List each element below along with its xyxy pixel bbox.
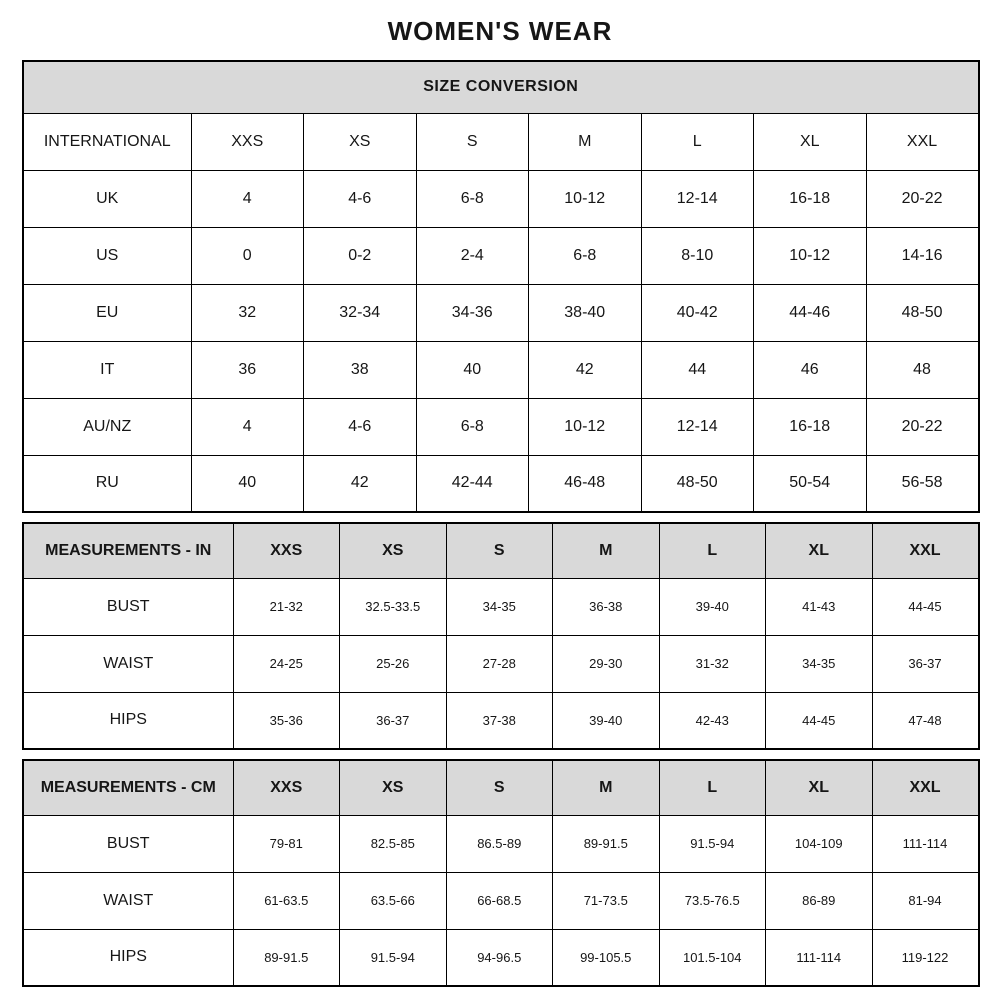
size-column-header: XS — [340, 523, 447, 578]
value-cell: 32-34 — [304, 284, 417, 341]
table-row — [23, 635, 979, 692]
value-cell: 4-6 — [304, 398, 417, 455]
value-cell: 44-45 — [872, 578, 979, 635]
page-title: WOMEN'S WEAR — [387, 16, 613, 46]
value-cell: 36 — [191, 341, 304, 398]
value-cell: 46-48 — [529, 455, 642, 512]
size-conversion-header: SIZE CONVERSION — [23, 61, 979, 113]
value-cell: 86-89 — [766, 872, 873, 929]
measurements-cm-header-row — [23, 760, 979, 815]
row-label: WAIST — [23, 872, 233, 929]
value-cell: 81-94 — [872, 872, 979, 929]
value-cell: 79-81 — [233, 815, 340, 872]
size-column-header: XXS — [233, 760, 340, 815]
value-cell: 27-28 — [446, 635, 553, 692]
value-cell: 12-14 — [641, 398, 754, 455]
value-cell: 111-114 — [872, 815, 979, 872]
size-column-header: XL — [766, 523, 873, 578]
value-cell: 16-18 — [754, 170, 867, 227]
row-label: IT — [23, 341, 191, 398]
value-cell: 6-8 — [416, 398, 529, 455]
value-cell: 91.5-94 — [659, 815, 766, 872]
table-row — [23, 113, 979, 170]
value-cell: 42 — [304, 455, 417, 512]
value-cell: 10-12 — [754, 227, 867, 284]
value-cell: 40 — [191, 455, 304, 512]
value-cell: XS — [304, 113, 417, 170]
value-cell: XXL — [866, 113, 979, 170]
table-row — [23, 872, 979, 929]
value-cell: 14-16 — [866, 227, 979, 284]
value-cell: 66-68.5 — [446, 872, 553, 929]
table-row — [23, 341, 979, 398]
value-cell: S — [416, 113, 529, 170]
size-conversion-table — [22, 60, 980, 513]
value-cell: 38-40 — [529, 284, 642, 341]
value-cell: 34-35 — [766, 635, 873, 692]
size-column-header: XS — [340, 760, 447, 815]
size-column-header: XXL — [872, 523, 979, 578]
value-cell: 16-18 — [754, 398, 867, 455]
value-cell: 104-109 — [766, 815, 873, 872]
value-cell: 82.5-85 — [340, 815, 447, 872]
value-cell: 32 — [191, 284, 304, 341]
value-cell: 50-54 — [754, 455, 867, 512]
value-cell: 44-46 — [754, 284, 867, 341]
value-cell: 61-63.5 — [233, 872, 340, 929]
row-label: UK — [23, 170, 191, 227]
value-cell: 71-73.5 — [553, 872, 660, 929]
value-cell: 0 — [191, 227, 304, 284]
size-column-header: L — [659, 760, 766, 815]
value-cell: 24-25 — [233, 635, 340, 692]
measurements-in-header-label: MEASUREMENTS - IN — [23, 523, 233, 578]
row-label: BUST — [23, 578, 233, 635]
row-label: AU/NZ — [23, 398, 191, 455]
value-cell: 10-12 — [529, 398, 642, 455]
row-label: WAIST — [23, 635, 233, 692]
measurements-in-body — [23, 578, 979, 749]
value-cell: 35-36 — [233, 692, 340, 749]
measurements-cm-body — [23, 815, 979, 986]
value-cell: 48-50 — [641, 455, 754, 512]
size-column-header: L — [659, 523, 766, 578]
value-cell: 20-22 — [866, 170, 979, 227]
value-cell: 44-45 — [766, 692, 873, 749]
size-guide-page — [22, 0, 978, 987]
value-cell: 4 — [191, 398, 304, 455]
measurements-in-table — [22, 522, 980, 750]
value-cell: 48 — [866, 341, 979, 398]
table-row — [23, 227, 979, 284]
measurements-in-header-row — [23, 523, 979, 578]
table-row — [23, 455, 979, 512]
value-cell: 34-35 — [446, 578, 553, 635]
value-cell: 47-48 — [872, 692, 979, 749]
value-cell: 32.5-33.5 — [340, 578, 447, 635]
value-cell: 21-32 — [233, 578, 340, 635]
size-column-header: S — [446, 523, 553, 578]
value-cell: 25-26 — [340, 635, 447, 692]
value-cell: 38 — [304, 341, 417, 398]
table-row — [23, 398, 979, 455]
value-cell: 4 — [191, 170, 304, 227]
value-cell: 48-50 — [866, 284, 979, 341]
table-row — [23, 578, 979, 635]
size-column-header: M — [553, 760, 660, 815]
value-cell: XXS — [191, 113, 304, 170]
value-cell: 63.5-66 — [340, 872, 447, 929]
row-label: HIPS — [23, 692, 233, 749]
table-row — [23, 170, 979, 227]
value-cell: 41-43 — [766, 578, 873, 635]
table-row — [23, 815, 979, 872]
value-cell: 39-40 — [553, 692, 660, 749]
value-cell: 40 — [416, 341, 529, 398]
value-cell: 36-37 — [340, 692, 447, 749]
value-cell: 42-43 — [659, 692, 766, 749]
table-row — [23, 929, 979, 986]
value-cell: 94-96.5 — [446, 929, 553, 986]
value-cell: 101.5-104 — [659, 929, 766, 986]
value-cell: 29-30 — [553, 635, 660, 692]
size-column-header: S — [446, 760, 553, 815]
table-row — [23, 284, 979, 341]
value-cell: 36-38 — [553, 578, 660, 635]
value-cell: 36-37 — [872, 635, 979, 692]
value-cell: 6-8 — [529, 227, 642, 284]
value-cell: 91.5-94 — [340, 929, 447, 986]
value-cell: 4-6 — [304, 170, 417, 227]
value-cell: M — [529, 113, 642, 170]
value-cell: 8-10 — [641, 227, 754, 284]
value-cell: 31-32 — [659, 635, 766, 692]
size-column-header: XL — [766, 760, 873, 815]
value-cell: 0-2 — [304, 227, 417, 284]
value-cell: 6-8 — [416, 170, 529, 227]
value-cell: 10-12 — [529, 170, 642, 227]
value-cell: 89-91.5 — [553, 815, 660, 872]
size-conversion-banner-row — [23, 61, 979, 113]
size-column-header: M — [553, 523, 660, 578]
value-cell: 99-105.5 — [553, 929, 660, 986]
size-column-header: XXS — [233, 523, 340, 578]
size-conversion-body — [23, 113, 979, 512]
value-cell: 119-122 — [872, 929, 979, 986]
row-label: BUST — [23, 815, 233, 872]
row-label: INTERNATIONAL — [23, 113, 191, 170]
value-cell: 37-38 — [446, 692, 553, 749]
value-cell: 2-4 — [416, 227, 529, 284]
value-cell: 46 — [754, 341, 867, 398]
measurements-cm-header-label: MEASUREMENTS - CM — [23, 760, 233, 815]
value-cell: 44 — [641, 341, 754, 398]
value-cell: XL — [754, 113, 867, 170]
value-cell: 20-22 — [866, 398, 979, 455]
value-cell: 42-44 — [416, 455, 529, 512]
value-cell: 111-114 — [766, 929, 873, 986]
value-cell: 40-42 — [641, 284, 754, 341]
value-cell: 39-40 — [659, 578, 766, 635]
row-label: EU — [23, 284, 191, 341]
value-cell: 42 — [529, 341, 642, 398]
value-cell: 34-36 — [416, 284, 529, 341]
value-cell: 89-91.5 — [233, 929, 340, 986]
value-cell: 86.5-89 — [446, 815, 553, 872]
value-cell: 56-58 — [866, 455, 979, 512]
row-label: RU — [23, 455, 191, 512]
row-label: HIPS — [23, 929, 233, 986]
value-cell: 12-14 — [641, 170, 754, 227]
row-label: US — [23, 227, 191, 284]
value-cell: L — [641, 113, 754, 170]
measurements-cm-table — [22, 759, 980, 987]
size-column-header: XXL — [872, 760, 979, 815]
table-row — [23, 692, 979, 749]
value-cell: 73.5-76.5 — [659, 872, 766, 929]
